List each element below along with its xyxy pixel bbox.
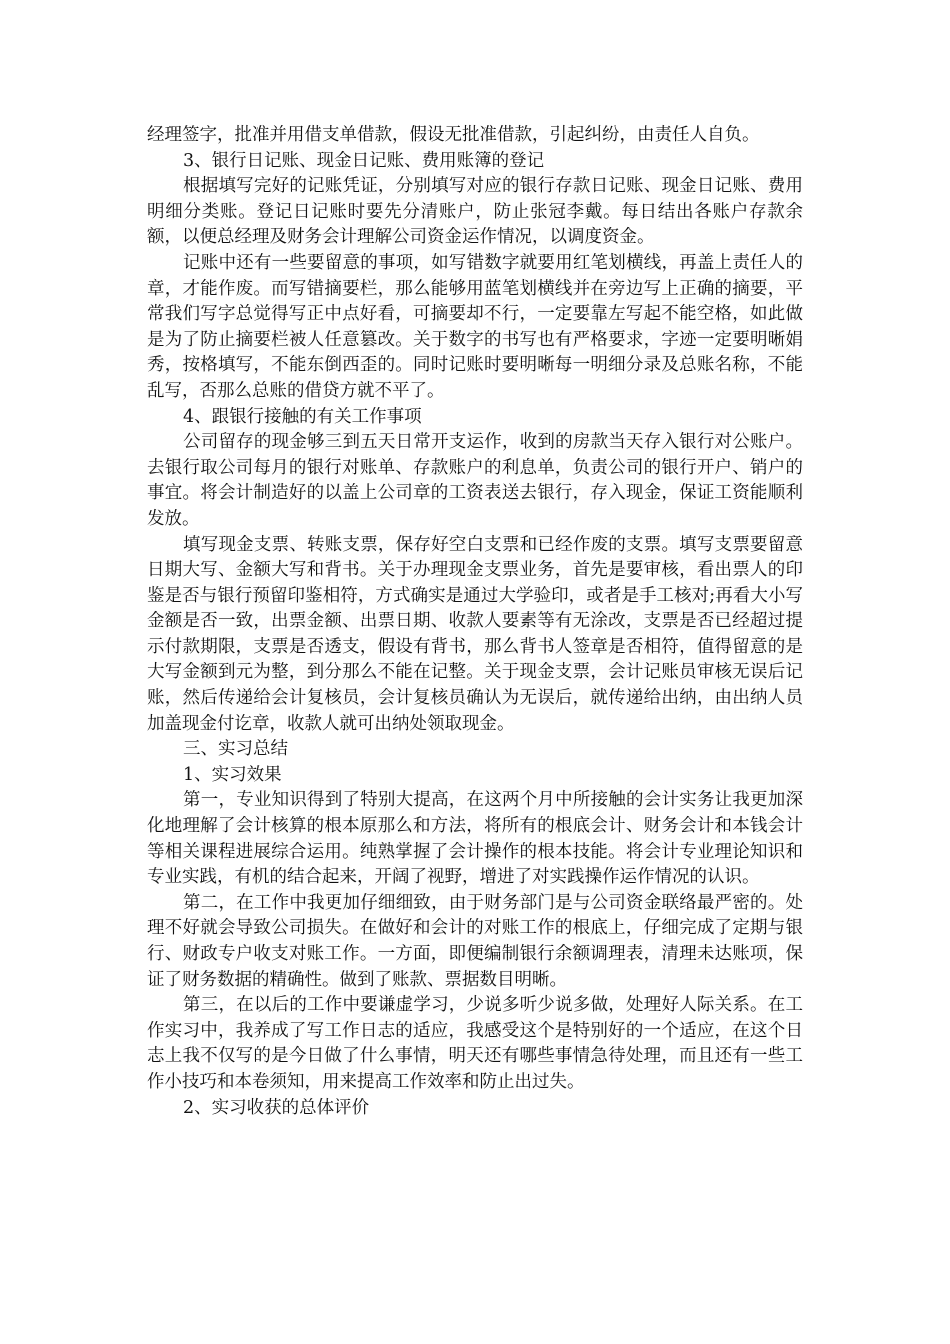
paragraph-second: 第二，在工作中我更加仔细细致，由于财务部门是与公司资金联络最严密的。处理不好就会导致公司损失。在做好和会计的对账工作的根底上，仔细完成了定期与银行、财政专户收支对账工作。一方面，即便编制银行余额调理表，清理未达账项，保证了财务数据的精确性。做到了账款、票据数目明晰。 — [147, 892, 803, 990]
paragraph-third: 第三，在以后的工作中要谦虚学习，少说多听少说多做，处理好人际关系。在工作实习中，我养成了写工作日志的适应，我感受这个是特别好的一个适应，在这个日志上我不仅写的是今日做了什么事情，明天还有哪些事情急待处理，而且还有一些工作小技巧和本卷须知，用来提高工作效率和防止出过失。 — [147, 995, 803, 1092]
paragraph-bookkeeping-notes: 记账中还有一些要留意的事项，如写错数字就要用红笔划横线，再盖上责任人的章，才能作废。而写错摘要栏，那么能够用蓝笔划横线并在旁边写上正确的摘要，平常我们写字总觉得写正中点好看，可摘要却不行，一定要靠左写起不能空格，如此做是为了防止摘要栏被人任意篡改。关于数字的书写也有严格要求，字迹一定要明晰娟秀，按格填写，不能东倒西歪的。同时记账时要明晰每一明细分录及总账名称，不能乱写，否那么总账的借贷方就不平了。 — [147, 252, 803, 401]
paragraph-cash-handling: 公司留存的现金够三到五天日常开支运作，收到的房款当天存入银行对公账户。去银行取公司每月的银行对账单、存款账户的利息单，负责公司的银行开户、销户的事宜。将会计制造好的以盖上公司章的工资表送去银行，存入现金，保证工资能顺利发放。 — [147, 432, 803, 529]
paragraph-first: 第一，专业知识得到了特别大提高，在这两个月中所接触的会计实务让我更加深化地理解了会计核算的根本原那么和方法，将所有的根底会计、财务会计和本钱会计等相关课程进展综合运用。纯熟掌握了会计操作的根本技能。将会计专业理论知识和专业实践，有机的结合起来，开阔了视野，增进了对实践操作运作情况的认识。 — [147, 790, 803, 888]
paragraph-continued: 经理签字，批准并用借支单借款，假设无批准借款，引起纠纷，由责任人自负。 — [147, 125, 760, 145]
paragraph-ledger-entry: 根据填写完好的记账凭证，分别填写对应的银行存款日记账、现金日记账、费用明细分类账。登记日记账时要先分清账户，防止张冠李戴。每日结出各账户存款余额，以便总经理及财务会计理解公司资金运作情况，以调度资金。 — [147, 176, 803, 248]
section-heading-bank-work: 4、跟银行接触的有关工作事项 — [183, 406, 422, 427]
section-heading-summary: 三、实习总结 — [183, 739, 288, 760]
paragraph-cheques: 填写现金支票、转账支票，保存好空白支票和已经作废的支票。填写支票要留意日期大写、金额大写和背书。关于办理现金支票业务，首先是要审核，看出票人的印鉴是否与银行预留印鉴相符，方式确实是通过大学验印，或者是手工核对;再看大小写金额是否一致，出票金额、出票日期、收款人要素等有无涂改，支票是否已经超过提示付款期限，支票是否透支，假设有背书，那么背书人签章是否相符，值得留意的是大写金额到元为整，到分那么不能在记整。关于现金支票，会计记账员审核无误后记账，然后传递给会计复核员，会计复核员确认为无误后，就传递给出纳，由出纳人员加盖现金付讫章，收款人就可出纳处领取现金。 — [147, 534, 803, 734]
document-page — [147, 123, 803, 1121]
section-heading-results: 1、实习效果 — [183, 764, 282, 785]
section-heading-evaluation: 2、实习收获的总体评价 — [183, 1097, 370, 1118]
section-heading-bank-ledgers: 3、银行日记账、现金日记账、费用账簿的登记 — [183, 150, 545, 171]
